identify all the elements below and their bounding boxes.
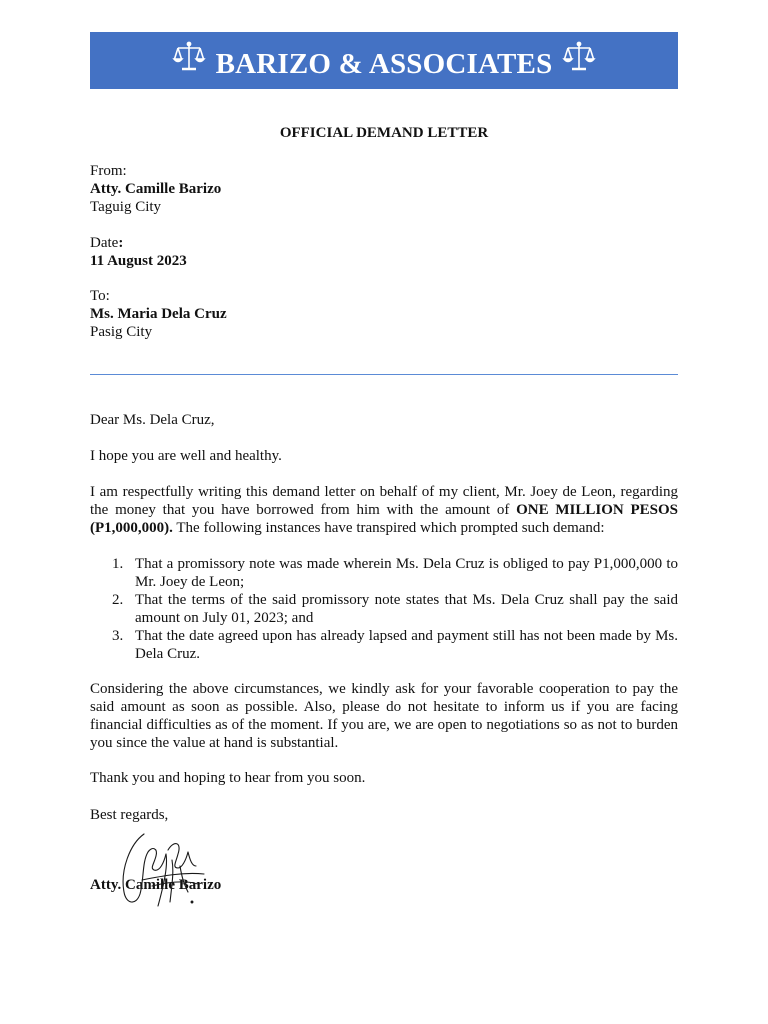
date-block xyxy=(90,234,678,270)
intro-paragraph xyxy=(90,483,678,537)
intro-text-end: The following instances have transpired which prompted such demand: xyxy=(172,520,605,536)
demand-amount: ONE MILLION PESOS (P1,000,000). xyxy=(90,502,678,536)
signatory-name: Atty. Camille Barizo xyxy=(90,877,222,893)
closing: Best regards, xyxy=(90,807,169,823)
greeting-paragraph: I hope you are well and healthy. xyxy=(90,448,282,464)
list-item: 1. That a promissory note was made wherein Ms. Dela Cruz is obliged to pay P1,000,000 to Mr. Joey de Leon; xyxy=(112,556,678,590)
document-title: OFFICIAL DEMAND LETTER xyxy=(279,125,489,141)
intro-text: I am respectfully writing this demand letter on behalf of my client, Mr. Joey de Leon, regarding the money that you have borrowed from him with the amount of xyxy=(90,484,678,518)
salutation: Dear Ms. Dela Cruz, xyxy=(90,412,215,428)
instances-list xyxy=(90,555,678,663)
list-item: 3. That the date agreed upon has already lapsed and payment still has not been made by Ms. Dela Cruz. xyxy=(112,628,678,662)
to-label: To: xyxy=(90,288,110,304)
considering-paragraph: Considering the above circumstances, we kindly ask for your favorable cooperation to pay the said amount as soon as possible. Also, please do not hesitate to inform us if you are facing financial difficulties as of the moment. If you are, we are open to negotiations so as not to burden you since the value at hand is substantial. xyxy=(90,681,678,751)
sender-name: Atty. Camille Barizo xyxy=(90,181,222,197)
list-item: 2. That the terms of the said promissory note states that Ms. Dela Cruz shall pay the said amount on July 01, 2023; and xyxy=(112,592,678,626)
divider-line xyxy=(90,374,678,375)
scales-of-justice-icon xyxy=(172,40,206,74)
firm-name: BARIZO & ASSOCIATES xyxy=(215,48,553,80)
scales-of-justice-icon xyxy=(562,40,596,74)
sender-block xyxy=(90,162,678,216)
handwritten-signature xyxy=(112,822,212,914)
recipient-location: Pasig City xyxy=(90,324,153,340)
from-label: From: xyxy=(90,163,127,179)
sender-location: Taguig City xyxy=(90,199,162,215)
date-value: 11 August 2023 xyxy=(90,253,187,269)
recipient-block xyxy=(90,287,678,341)
date-label: Date xyxy=(90,235,119,251)
thanks-paragraph: Thank you and hoping to hear from you soon. xyxy=(90,770,366,786)
letterhead-banner xyxy=(90,32,678,89)
date-label-colon: : xyxy=(118,235,124,251)
date-label-line xyxy=(90,234,678,252)
recipient-name: Ms. Maria Dela Cruz xyxy=(90,306,227,322)
